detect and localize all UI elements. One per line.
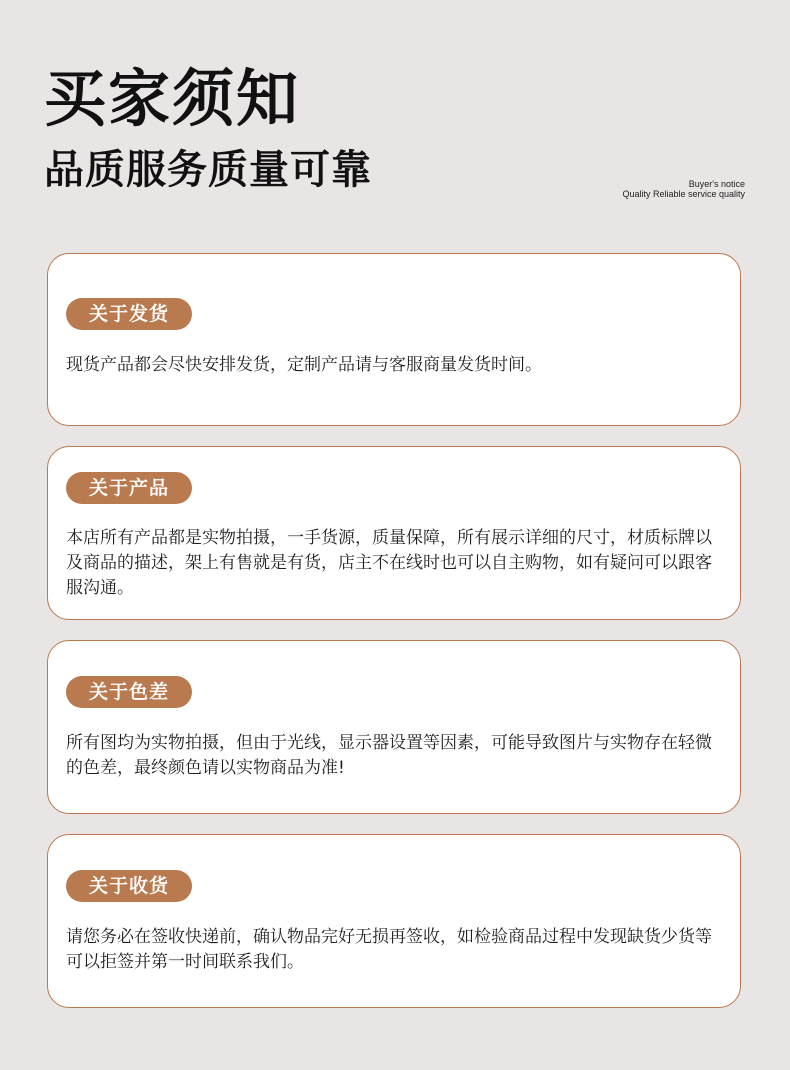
page-subtitle: 品质服务质量可靠 xyxy=(44,147,372,193)
page-title: 买家须知 xyxy=(44,62,301,135)
english-notice-line-2: Quality Reliable service quality xyxy=(622,189,745,199)
notice-card-shipping xyxy=(47,253,741,426)
notice-card-product xyxy=(47,446,741,620)
badge-product: 关于产品 xyxy=(66,472,192,504)
badge-color: 关于色差 xyxy=(66,676,192,708)
english-notice-line-1: Buyer's notice xyxy=(688,179,745,189)
english-notice xyxy=(622,179,745,199)
card-text-shipping: 现货产品都会尽快安排发货，定制产品请与客服商量发货时间。 xyxy=(66,355,542,375)
badge-shipping: 关于发货 xyxy=(66,298,192,330)
notice-card-receipt xyxy=(47,834,741,1008)
notice-card-color xyxy=(47,640,741,814)
badge-receipt: 关于收货 xyxy=(66,870,192,902)
card-text-receipt: 请您务必在签收快递前，确认物品完好无损再签收，如检验商品过程中发现缺货少货等可以拒签并第一时间联系我们。 xyxy=(66,927,712,972)
card-text-color: 所有图均为实物拍摄，但由于光线，显示器设置等因素，可能导致图片与实物存在轻微的色差，最终颜色请以实物商品为准! xyxy=(66,733,712,778)
card-text-product: 本店所有产品都是实物拍摄，一手货源，质量保障，所有展示详细的尺寸，材质标牌以及商品的描述，架上有售就是有货，店主不在线时也可以自主购物，如有疑问可以跟客服沟通。 xyxy=(66,528,712,598)
